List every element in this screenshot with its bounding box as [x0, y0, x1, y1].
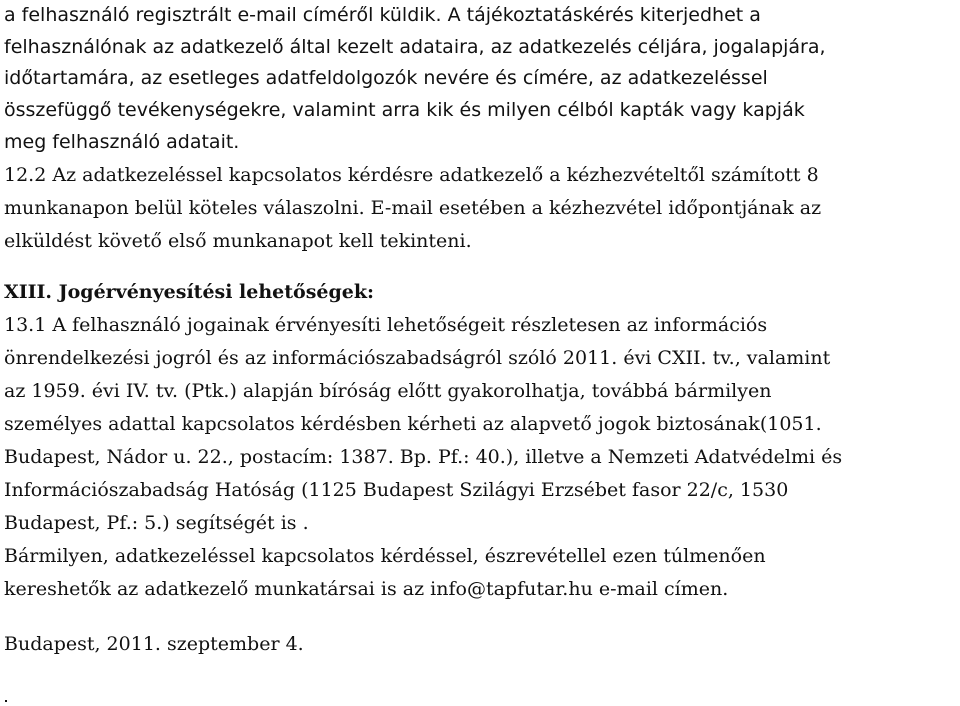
text-line: meg felhasználó adatait. — [4, 130, 240, 153]
top-paragraph — [4, 0, 956, 159]
text-line: kereshetők az adatkezelő munkatársai is az info@tapfutar.hu e-mail címen. — [4, 577, 729, 600]
section-heading: XIII. Jogérvényesítési lehetőségek: — [4, 280, 375, 303]
text-line: az 1959. évi IV. tv. (Ptk.) alapján bíróság előtt gyakorolhatja, továbbá bármilyen — [4, 379, 772, 402]
stray-dot — [5, 700, 7, 702]
text-line: önrendelkezési jogról és az információszabadságról szóló 2011. évi CXII. tv., valamint — [4, 346, 831, 369]
section-12-2-paragraph — [4, 159, 956, 258]
section-13-1-paragraph — [4, 309, 956, 606]
text-line: időtartamára, az esetleges adatfeldolgozók nevére és címére, az adatkezeléssel — [4, 67, 768, 90]
text-line: munkanapon belül köteles válaszolni. E-mail esetében a kézhezvétel időpontjának az — [4, 196, 822, 219]
text-line: Bármilyen, adatkezeléssel kapcsolatos kérdéssel, észrevétellel ezen túlmenően — [4, 544, 766, 567]
text-line: 12.2 Az adatkezeléssel kapcsolatos kérdésre adatkezelő a kézhezvételtől számított 8 — [4, 163, 819, 186]
text-line: Budapest, Pf.: 5.) segítségét is . — [4, 511, 309, 534]
text-line: elküldést követő első munkanapot kell tekinteni. — [4, 229, 472, 252]
text-line: 13.1 A felhasználó jogainak érvényesíti lehetőségeit részletesen az információs — [4, 313, 768, 336]
text-line: összefüggő tevékenységekre, valamint arra kik és milyen célból kapták vagy kapják — [4, 99, 805, 122]
document-page — [4, 0, 956, 661]
text-line: a felhasználó regisztrált e-mail címéről küldik. A tájékoztatáskérés kiterjedhet a — [4, 4, 761, 26]
date-line: Budapest, 2011. szeptember 4. — [4, 632, 304, 655]
text-line: felhasználónak az adatkezelő által kezelt adataira, az adatkezelés céljára, jogalapjára, — [4, 35, 826, 58]
text-line: személyes adattal kapcsolatos kérdésben kérheti az alapvető jogok biztosának(1051. — [4, 412, 822, 435]
text-line: Budapest, Nádor u. 22., postacím: 1387. Bp. Pf.: 40.), illetve a Nemzeti Adatvédelmi és — [4, 445, 843, 468]
text-line: Információszabadság Hatóság (1125 Budapest Szilágyi Erzsébet fasor 22/c, 1530 — [4, 478, 789, 501]
